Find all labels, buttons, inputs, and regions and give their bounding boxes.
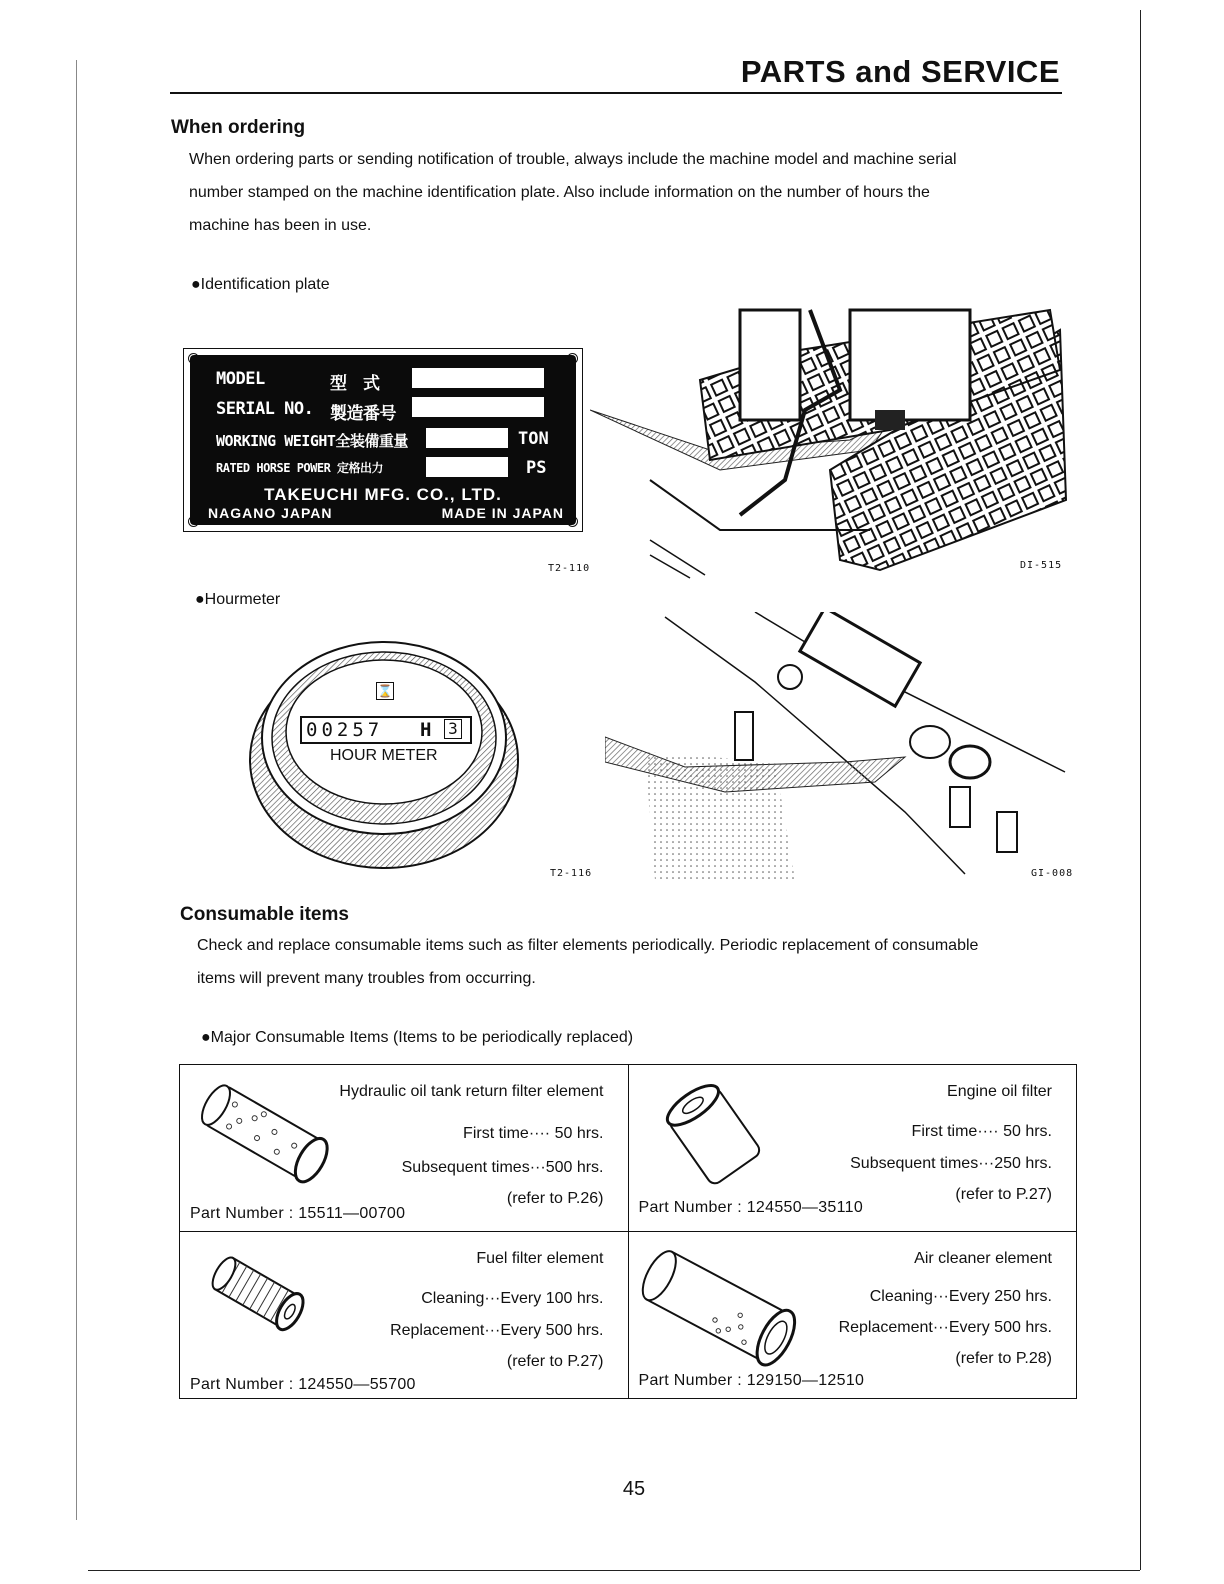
plate-model-jp: 型 式 — [330, 374, 380, 394]
consumables-paragraph — [197, 929, 1069, 995]
section-heading-ordering: When ordering — [171, 117, 306, 138]
plate-power-unit: PS — [526, 458, 547, 478]
hourmeter-body — [248, 620, 520, 870]
plate-company: TAKEUCHI MFG. CO., LTD. — [264, 485, 502, 504]
figure-code-hourmeter: T2-116 — [550, 868, 593, 879]
consumable-cell-engine-oil-filter — [628, 1065, 1077, 1232]
identification-plate — [183, 348, 583, 532]
plate-weight-unit: TON — [518, 429, 549, 449]
page-title: PARTS and SERVICE — [740, 54, 1060, 89]
consumable-reference: (refer to P.28) — [955, 1350, 1052, 1367]
table-row — [180, 1232, 1077, 1399]
plate-power-label: RATED HORSE POWER 定格出力 — [216, 461, 384, 475]
consumable-part-number: Part Number : 124550—35110 — [638, 1199, 864, 1216]
hourmeter-label: HOUR METER — [330, 747, 438, 764]
hourmeter-decimal: 3 — [444, 719, 462, 739]
hourglass-icon: ⌛ — [377, 684, 393, 698]
figure-code-machine: DI-515 — [1020, 560, 1063, 571]
plate-power-box — [426, 457, 508, 477]
left-margin-line — [76, 60, 77, 1520]
plate-face — [190, 355, 576, 525]
consumable-interval-2: Subsequent times···250 hrs. — [850, 1155, 1052, 1172]
fuel-filter-icon — [204, 1250, 314, 1340]
consumable-title: Engine oil filter — [947, 1083, 1052, 1100]
section-heading-consumables: Consumable items — [180, 904, 349, 925]
consumable-interval-1: First time···· 50 hrs. — [463, 1125, 604, 1142]
hourmeter-digits: 00257 — [306, 719, 384, 741]
consumable-title: Fuel filter element — [476, 1250, 604, 1267]
consumable-cell-hydraulic-filter — [180, 1065, 629, 1232]
hydraulic-filter-icon — [194, 1079, 334, 1189]
consumable-interval-2: Replacement···Every 500 hrs. — [390, 1322, 604, 1339]
page-number: 45 — [622, 1478, 646, 1500]
ordering-paragraph — [189, 143, 1061, 242]
plate-weight-label: WORKING WEIGHT全装備重量 — [216, 432, 408, 450]
plate-origin: MADE IN JAPAN — [441, 505, 564, 521]
plate-serial-jp: 製造番号 — [330, 404, 396, 424]
consumable-reference: (refer to P.26) — [506, 1190, 604, 1207]
ordering-line-2: number stamped on the machine identification plate. Also include information on the number of hours the — [189, 184, 930, 201]
hourmeter-illustration — [248, 620, 520, 870]
consumable-reference: (refer to P.27) — [955, 1186, 1052, 1203]
plate-model-label: MODEL — [216, 369, 265, 389]
control-panel-illustration — [605, 612, 1075, 880]
consumable-part-number: Part Number : 15511—00700 — [190, 1205, 406, 1222]
bullet-identification-plate: ●Identification plate — [191, 276, 330, 293]
air-cleaner-icon — [637, 1244, 807, 1374]
consumable-part-number: Part Number : 124550—55700 — [190, 1376, 416, 1393]
consumable-interval-1: Cleaning···Every 250 hrs. — [869, 1288, 1052, 1305]
bullet-hourmeter: ●Hourmeter — [195, 591, 281, 608]
figure-code-plate: T2-110 — [548, 563, 591, 574]
consumable-cell-fuel-filter — [180, 1232, 629, 1399]
ordering-line-3: machine has been in use. — [189, 217, 372, 234]
consumable-reference: (refer to P.27) — [506, 1353, 604, 1370]
plate-weight-box — [426, 428, 508, 448]
consumable-interval-2: Replacement···Every 500 hrs. — [838, 1319, 1052, 1336]
engine-oil-filter-icon — [653, 1079, 773, 1189]
plate-location: NAGANO JAPAN — [208, 505, 333, 521]
consumable-part-number: Part Number : 129150—12510 — [638, 1372, 865, 1389]
consumable-title: Air cleaner element — [914, 1250, 1052, 1267]
table-row — [180, 1065, 1077, 1232]
plate-serial-label: SERIAL NO. — [216, 399, 314, 419]
right-margin-line — [1140, 10, 1141, 1570]
excavator-illustration — [590, 300, 1070, 580]
hourmeter-unit: H — [420, 719, 432, 741]
consumables-line-1: Check and replace consumable items such as filter elements periodically. Periodic replacement of consumable — [197, 937, 979, 954]
bottom-rule — [88, 1570, 1140, 1571]
consumable-interval-2: Subsequent times···500 hrs. — [401, 1159, 604, 1176]
hourmeter-display — [300, 716, 472, 744]
figure-code-panel: GI-008 — [1031, 868, 1074, 879]
ordering-line-1: When ordering parts or sending notification of trouble, always include the machine model and machine serial — [189, 151, 957, 168]
consumable-interval-1: Cleaning···Every 100 hrs. — [421, 1290, 604, 1307]
consumable-title: Hydraulic oil tank return filter element — [339, 1083, 604, 1100]
consumable-cell-air-cleaner — [628, 1232, 1077, 1399]
plate-serial-box — [412, 397, 544, 417]
consumable-interval-1: First time···· 50 hrs. — [911, 1123, 1052, 1140]
header-rule — [170, 92, 1062, 94]
consumables-table — [179, 1064, 1077, 1399]
bullet-major-consumables: ●Major Consumable Items (Items to be periodically replaced) — [201, 1029, 634, 1046]
plate-model-box — [412, 368, 544, 388]
consumables-line-2: items will prevent many troubles from occurring. — [197, 970, 536, 987]
